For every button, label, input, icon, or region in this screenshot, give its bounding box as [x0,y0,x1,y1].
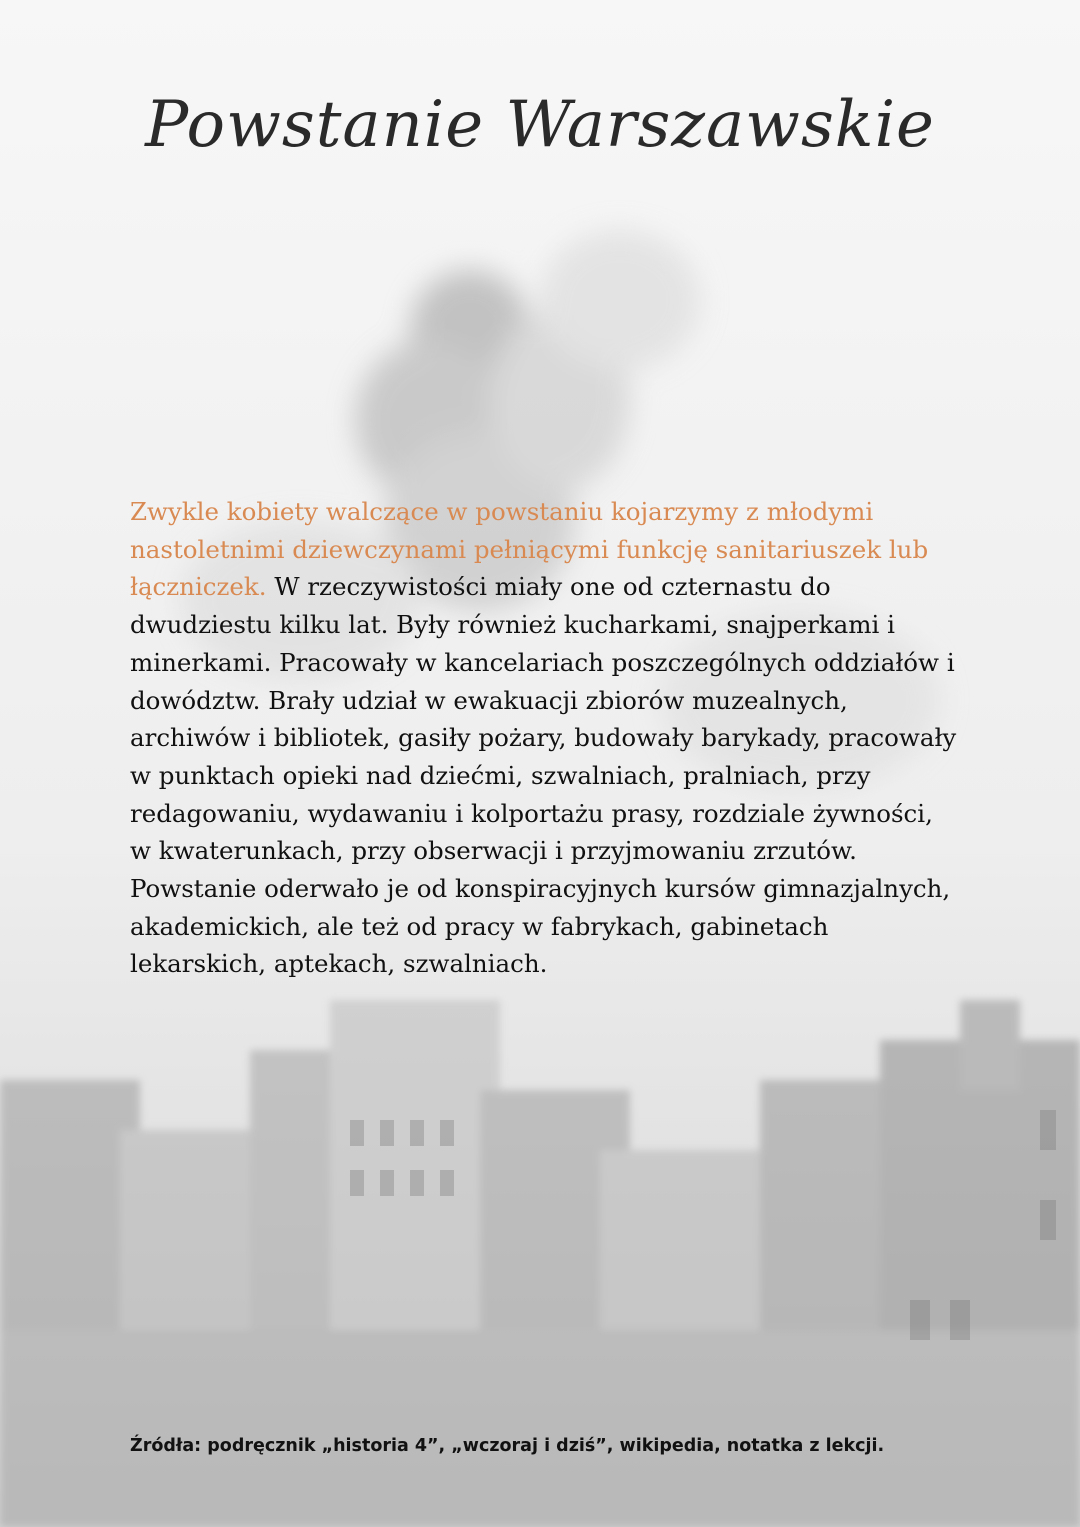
sources-note: Źródła: podręcznik „historia 4”, „wczoraj i dziś”, wikipedia, notatka z lekcji. [130,1436,885,1456]
body-text: W rzeczywistości miały one od czternastu do dwudziestu kilku lat. Były również kucharkami, snajperkami i minerkami. Pracowały w kancelariach poszczególnych oddziałów i dowództw. Brały udział w ewakuacji zbiorów muzealnych, archiwów i bibliotek, gasiły pożary, budowały barykady, pracowały w punktach opieki nad dziećmi, szwalniach, pralniach, przy redagowaniu, wydawaniu i kolportażu prasy, rozdziale żywności, w kwaterunkach, przy obserwacji i przyjmowaniu zrzutów. Powstanie oderwało je od konspiracyjnych kursów gimnazjalnych, akademickich, ale też od pracy w fabrykach, gabinetach lekarskich, aptekach, szwalniach. [130,572,957,979]
intro-highlight: Zwykle kobiety walczące w powstaniu kojarzymy z młodymi nastoletnimi dziewczynami pełniącymi funkcję sanitariuszek lub łączniczek. [130,497,929,602]
page-title: Powstanie Warszawskie [145,88,935,162]
body-paragraph [130,493,960,983]
